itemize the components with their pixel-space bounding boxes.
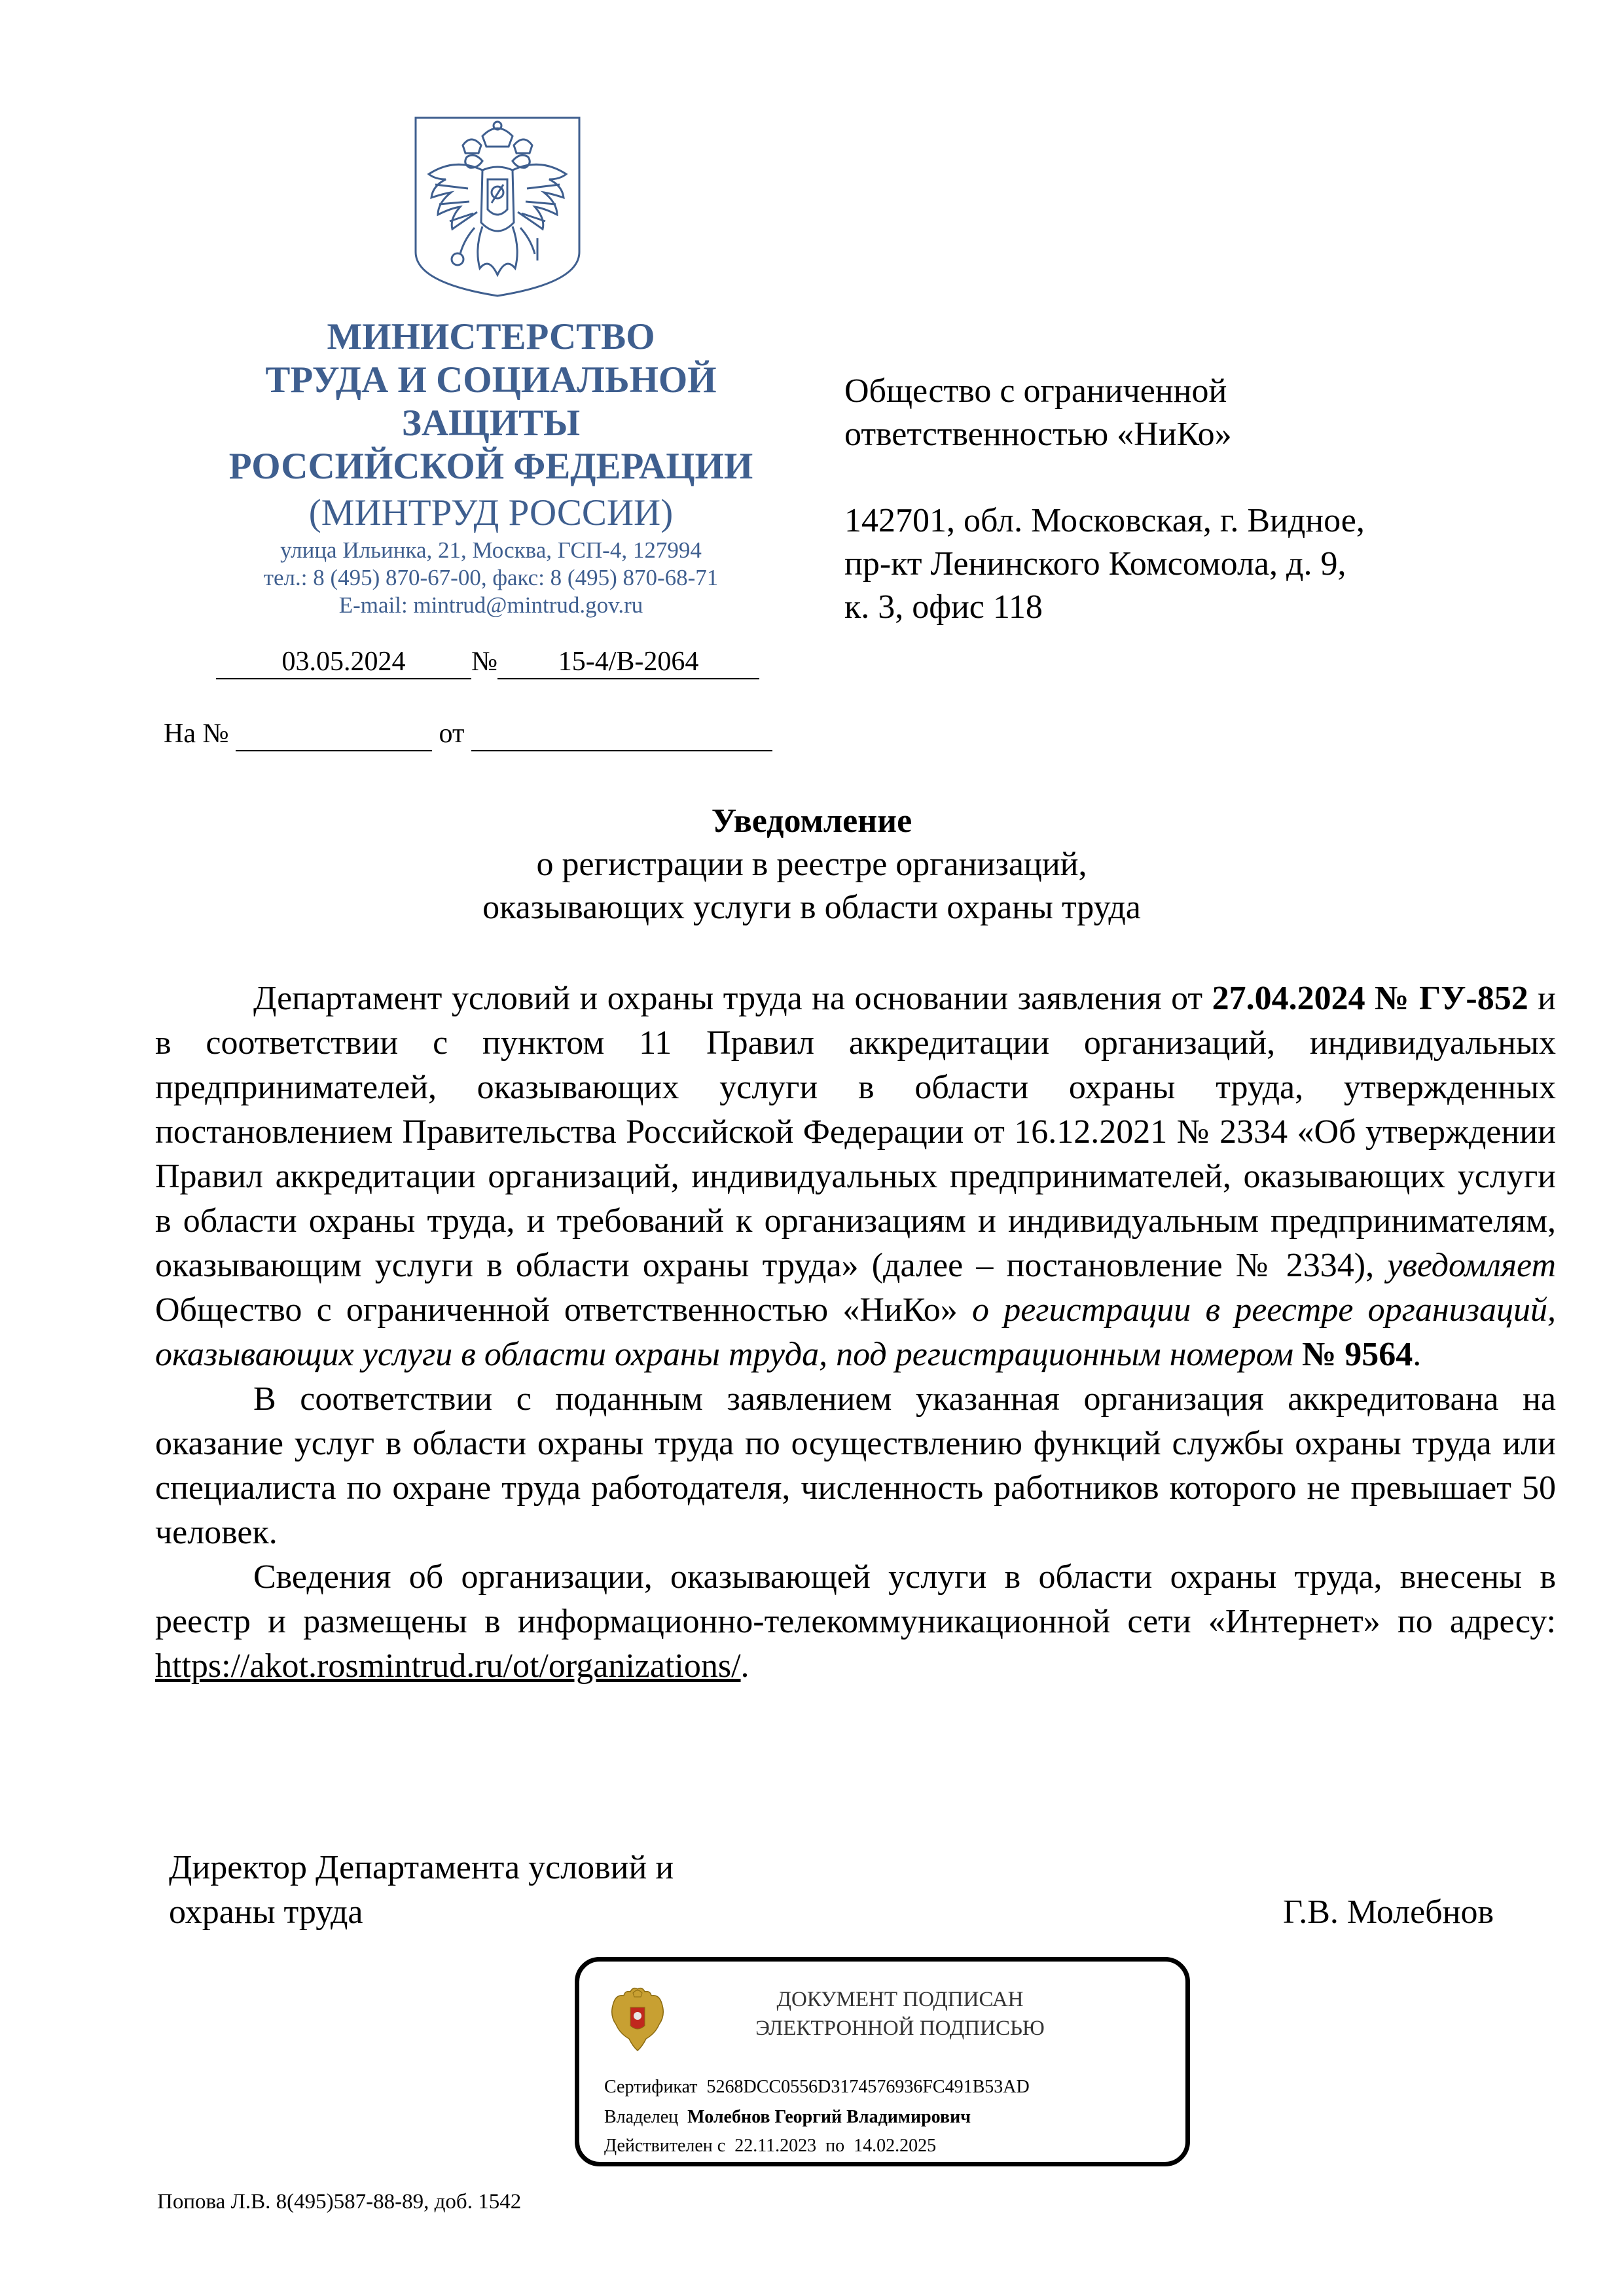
recipient-block — [844, 370, 1499, 629]
p1-text-a: Департамент условий и охраны труда на основании заявления от — [253, 980, 1212, 1017]
coat-of-arms-icon — [409, 111, 586, 301]
p1-space — [1293, 1336, 1302, 1373]
valid-to-label: по — [825, 2136, 845, 2156]
recipient-name-line1: Общество с ограниченной — [844, 372, 1227, 410]
stamp-heading-line1: ДОКУМЕНТ ПОДПИСАН — [776, 1988, 1024, 2011]
signatory-position — [169, 1846, 823, 1935]
ministry-name-line3: ЗАЩИТЫ — [401, 403, 581, 444]
stamp-heading — [717, 1985, 1083, 2043]
ministry-contacts — [183, 537, 799, 619]
notice-subtitle-line1: о регистрации в реестре организаций, — [536, 846, 1087, 883]
ministry-email: E-mail: mintrud@mintrud.gov.ru — [338, 592, 643, 618]
ministry-name-line1: МИНИСТЕРСТВО — [327, 316, 655, 357]
valid-to: 14.02.2025 — [854, 2136, 937, 2156]
p1-text-e: Общество с ограниченной ответственностью «НиКо» — [155, 1291, 973, 1329]
certificate-value: 5268DCC0556D3174576936FC491B53AD — [706, 2077, 1030, 2097]
notice-body — [155, 977, 1556, 1689]
ministry-name — [183, 315, 799, 488]
registry-link[interactable]: https://akot.rosmintrud.ru/ot/organizations/ — [155, 1647, 741, 1685]
p1-registration-text: о регистрации в реестре организаций, оказывающих услуги в области охраны труда, под регистрационным номером — [155, 1291, 1556, 1373]
registration-number: № 9564 — [1302, 1336, 1413, 1373]
recipient-address-line1: 142701, обл. Московская, г. Видное, — [844, 502, 1365, 539]
executor-contact: Попова Л.В. 8(495)587-88-89, доб. 1542 — [157, 2190, 522, 2214]
reference-date-label: от — [439, 719, 465, 749]
recipient-name-line2: ответственностью «НиКо» — [844, 416, 1232, 453]
ministry-name-line2: ТРУДА И СОЦИАЛЬНОЙ — [265, 359, 717, 401]
owner-value: Молебнов Георгий Владимирович — [687, 2107, 971, 2127]
recipient-address-line2: пр-кт Ленинского Комсомола, д. 9, — [844, 545, 1346, 583]
body-paragraph-2: В соответствии с поданным заявлением указанная организация аккредитована на оказание услуг в области охраны труда по осуществлению функций службы охраны труда или специалиста по охране труда работодателя, численность работников которого не превышает 50 человек. — [155, 1380, 1556, 1551]
stamp-certificate — [604, 2077, 1030, 2098]
owner-label: Владелец — [604, 2107, 679, 2127]
application-reference: 27.04.2024 № ГУ-852 — [1212, 980, 1528, 1017]
p1-period: . — [1413, 1336, 1422, 1373]
stamp-validity — [604, 2136, 936, 2157]
reference-line — [164, 717, 772, 751]
body-paragraph-1 — [155, 977, 1556, 1377]
ministry-address: улица Ильинка, 21, Москва, ГСП-4, 127994 — [280, 537, 702, 563]
reference-number-label: На № — [164, 719, 229, 749]
number-sign: № — [471, 647, 498, 677]
registration-line — [216, 645, 759, 679]
notice-title — [157, 800, 1466, 929]
stamp-owner — [604, 2107, 971, 2128]
valid-label: Действителен с — [604, 2136, 726, 2156]
reference-date-blank — [471, 717, 772, 751]
p1-text-c: и в соответствии с пунктом 11 Правил аккредитации организаций, индивидуальных предпринимателей, оказывающих услуги в области охраны труда, утвержденных постановлением Правительства Российской Федерации от 16.12.2021 № 2334 «Об утверждении Правил аккредитации организаций, индивидуальных предпринимателей, оказывающих услуги в области охраны труда, и требований к организациям и индивидуальным предпринимателям, оказывающим услуги в области охраны труда» (далее – постановление № 2334), — [155, 980, 1557, 1284]
ministry-short-name: (МИНТРУД РОССИИ) — [308, 492, 674, 533]
signatory-position-line1: Директор Департамента условий и — [169, 1849, 674, 1886]
ministry-phones: тел.: 8 (495) 870-67-00, факс: 8 (495) 870-68-71 — [263, 565, 719, 590]
reference-number-blank — [236, 717, 432, 751]
notice-subtitle-line2: оказывающих услуги в области охраны труда — [482, 889, 1141, 926]
document-date: 03.05.2024 — [216, 645, 471, 679]
valid-from: 22.11.2023 — [734, 2136, 817, 2156]
p3-text-a: Сведения об организации, оказывающей услуги в области охраны труда, внесены в реестр и размещены в информационно-телекоммуникационной сети «Интернет» по адресу: — [155, 1558, 1556, 1640]
recipient-address-line3: к. 3, офис 118 — [844, 588, 1043, 626]
stamp-heading-line2: ЭЛЕКТРОННОЙ ПОДПИСЬЮ — [755, 2017, 1045, 2040]
ministry-name-line4: РОССИЙСКОЙ ФЕДЕРАЦИИ — [228, 446, 753, 487]
certificate-label: Сертификат — [604, 2077, 698, 2097]
p3-period: . — [740, 1647, 749, 1685]
body-paragraph-3 — [155, 1555, 1556, 1689]
p1-notifies: уведомляет — [1387, 1247, 1556, 1284]
signatory-name: Г.В. Молебнов — [1283, 1893, 1494, 1931]
notice-heading: Уведомление — [711, 802, 912, 840]
coat-of-arms-color-icon — [607, 1985, 669, 2054]
electronic-signature-stamp — [575, 1957, 1190, 2166]
document-number: 15-4/В-2064 — [497, 645, 759, 679]
signatory-position-line2: охраны труда — [169, 1893, 363, 1931]
